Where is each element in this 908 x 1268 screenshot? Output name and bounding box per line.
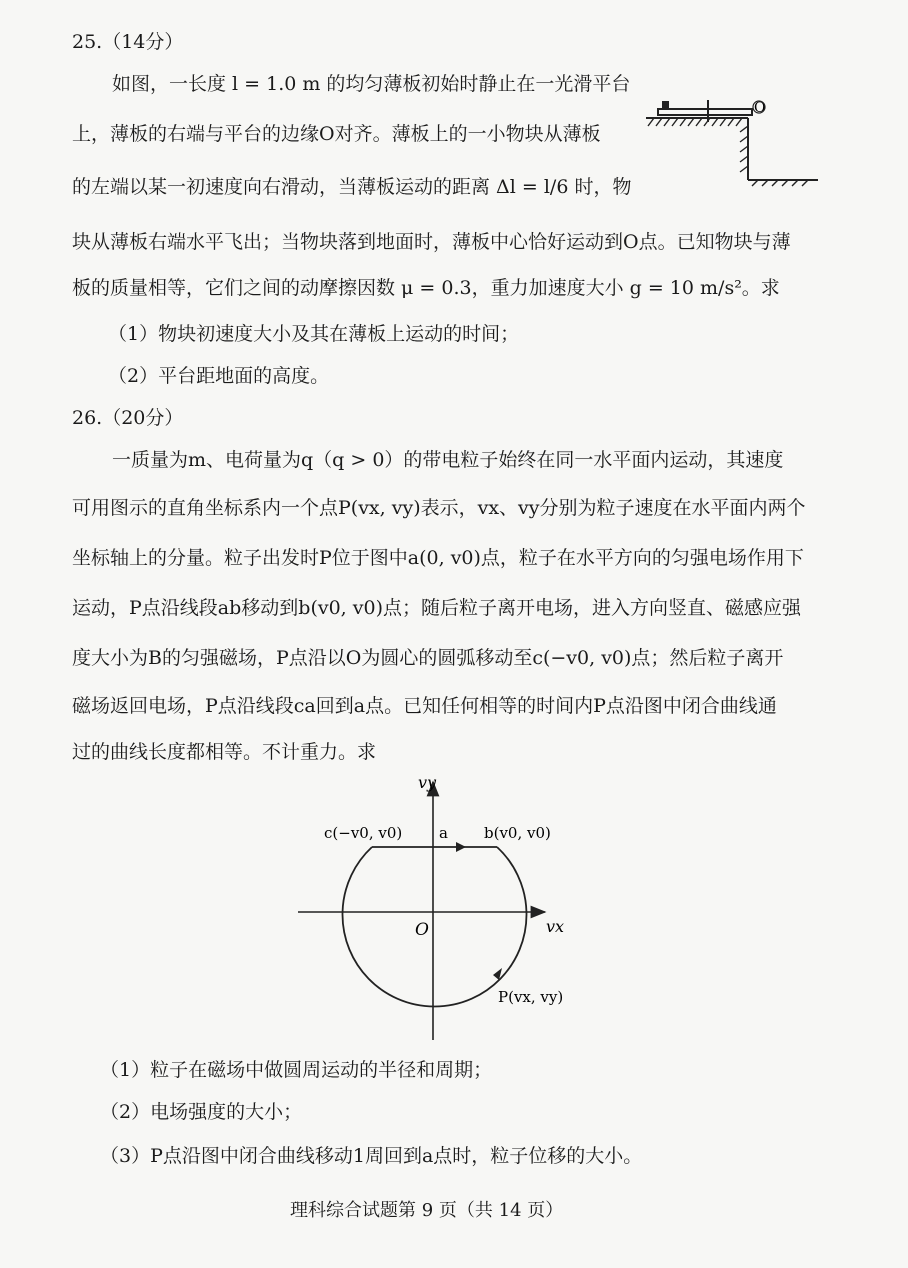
q25-question-1: （1）物块初速度大小及其在薄板上运动的时间； xyxy=(108,323,520,345)
x-axis-label: vx xyxy=(546,917,565,936)
q26-velocity-figure xyxy=(290,770,590,1045)
origin-label: O xyxy=(415,920,429,940)
q25-question-2: （2）平台距地面的高度。 xyxy=(108,365,330,387)
small-block xyxy=(662,101,669,109)
point-a-label: a xyxy=(439,824,448,842)
q25-line-1: 如图，一长度 l = 1.0 m 的均匀薄板初始时静止在一光滑平台 xyxy=(112,73,631,95)
segment-ab-arrow xyxy=(456,842,466,852)
q26-line-1: 一质量为m、电荷量为q（q > 0）的带电粒子始终在同一水平面内运动，其速度 xyxy=(112,449,784,471)
q25-line-2: 上，薄板的右端与平台的边缘O对齐。薄板上的一小物块从薄板 xyxy=(72,123,601,145)
page-footer: 理科综合试题第 9 页（共 14 页） xyxy=(290,1200,564,1221)
q25-line-5: 板的质量相等，它们之间的动摩擦因数 μ = 0.3，重力加速度大小 g = 10 m/s²。求 xyxy=(72,277,780,299)
y-axis-label: vy xyxy=(418,773,437,792)
q26-question-3: （3）P点沿图中闭合曲线移动1周回到a点时，粒子位移的大小。 xyxy=(100,1145,643,1167)
q26-line-3: 坐标轴上的分量。粒子出发时P位于图中a(0, v0)点，粒子在水平方向的匀强电场作用下 xyxy=(72,547,804,569)
magnetic-arc xyxy=(343,847,527,1007)
q26-question-1: （1）粒子在磁场中做圆周运动的半径和周期； xyxy=(100,1059,493,1081)
point-o-label: O xyxy=(754,100,766,116)
platform-hatch xyxy=(648,118,742,126)
q25-line-3: 的左端以某一初速度向右滑动，当薄板运动的距离 Δl = l/6 时，物 xyxy=(72,176,632,198)
q26-line-7: 过的曲线长度都相等。不计重力。求 xyxy=(72,741,377,763)
plank xyxy=(658,109,752,115)
wall-hatch xyxy=(740,126,748,172)
point-c-label: c(−v0, v0) xyxy=(324,824,403,842)
q25-heading: 25.（14分） xyxy=(72,31,184,53)
q26-line-4: 运动，P点沿线段ab移动到b(v0, v0)点；随后粒子离开电场，进入方向竖直、磁感应强 xyxy=(72,597,801,619)
point-b-label: b(v0, v0) xyxy=(484,824,551,842)
q26-line-5: 度大小为B的匀强磁场，P点沿以O为圆心的圆弧移动至c(−v0, v0)点；然后粒子离开 xyxy=(72,647,784,669)
q26-line-6: 磁场返回电场，P点沿线段ca回到a点。已知任何相等的时间内P点沿图中闭合曲线通 xyxy=(72,695,777,717)
q26-heading: 26.（20分） xyxy=(72,407,184,429)
q26-line-2: 可用图示的直角坐标系内一个点P(vx, vy)表示，vx、vy分别为粒子速度在水平面内两个 xyxy=(72,497,806,519)
q25-line-4: 块从薄板右端水平飞出；当物块落到地面时，薄板中心恰好运动到O点。已知物块与薄 xyxy=(72,231,791,253)
q25-platform-figure xyxy=(640,92,830,187)
point-p-label: P(vx, vy) xyxy=(498,988,564,1006)
q26-question-2: （2）电场强度的大小； xyxy=(100,1101,303,1123)
